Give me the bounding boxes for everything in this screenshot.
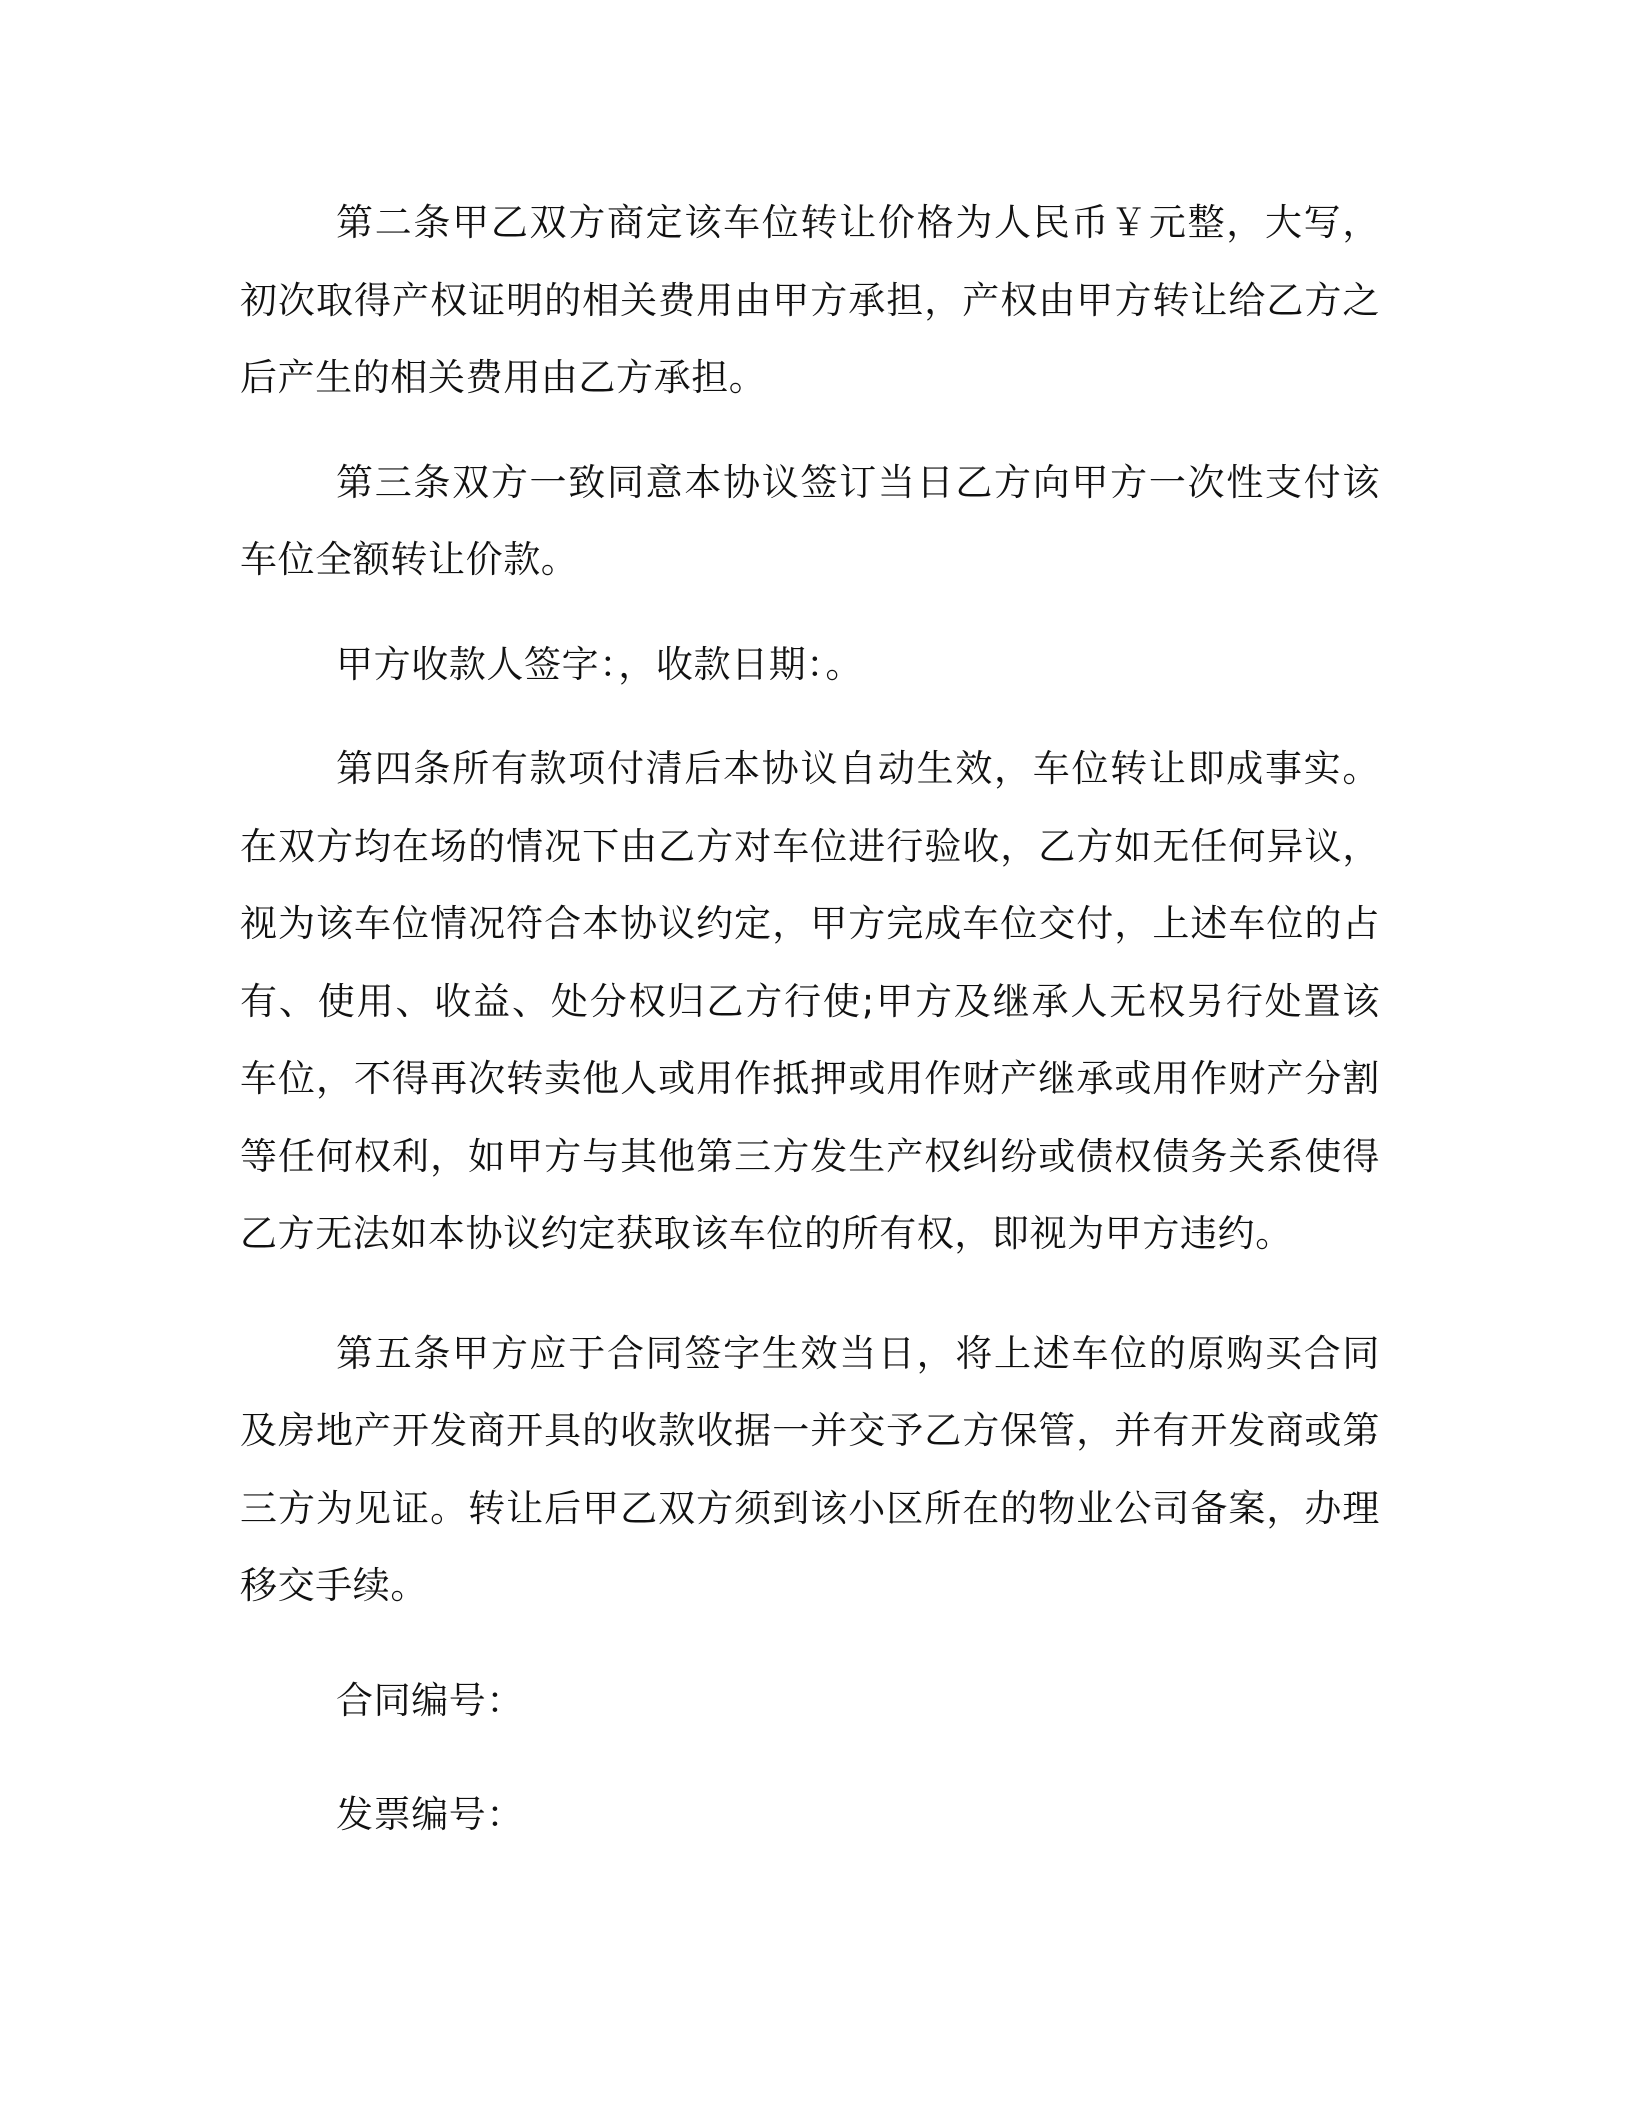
article-3-paragraph: 第三条双方一致同意本协议签订当日乙方向甲方一次性支付该车位全额转让价款。 xyxy=(240,460,1380,581)
invoice-number-label: 发票编号： xyxy=(336,1793,524,1836)
document-body xyxy=(240,184,1380,1854)
article-5-paragraph: 第五条甲方应于合同签字生效当日，将上述车位的原购买合同及房地产开发商开具的收款收据一并交予乙方保管，并有开发商或第三方为见证。转让后甲乙双方须到该小区所在的物业公司备案，办理移交手续。 xyxy=(240,1331,1380,1607)
payee-signature-line: 甲方收款人签字：，收款日期：。 xyxy=(336,642,863,686)
contract-number-label: 合同编号： xyxy=(336,1678,524,1722)
article-2-paragraph: 第二条甲乙双方商定该车位转让价格为人民币￥元整，大写，初次取得产权证明的相关费用由甲方承担，产权由甲方转让给乙方之后产生的相关费用由乙方承担。 xyxy=(240,201,1380,399)
article-4-paragraph: 第四条所有款项付清后本协议自动生效，车位转让即成事实。在双方均在场的情况下由乙方对车位进行验收，乙方如无任何异议，视为该车位情况符合本协议约定，甲方完成车位交付，上述车位的占有、使用、收益、处分权归乙方行使;甲方及继承人无权另行处置该车位，不得再次转卖他人或用作抵押或用作财产继承或用作财产分割等任何权利，如甲方与其他第三方发生产权纠纷或债权债务关系使得乙方无法如本协议约定获取该车位的所有权，即视为甲方违约。 xyxy=(240,747,1380,1255)
